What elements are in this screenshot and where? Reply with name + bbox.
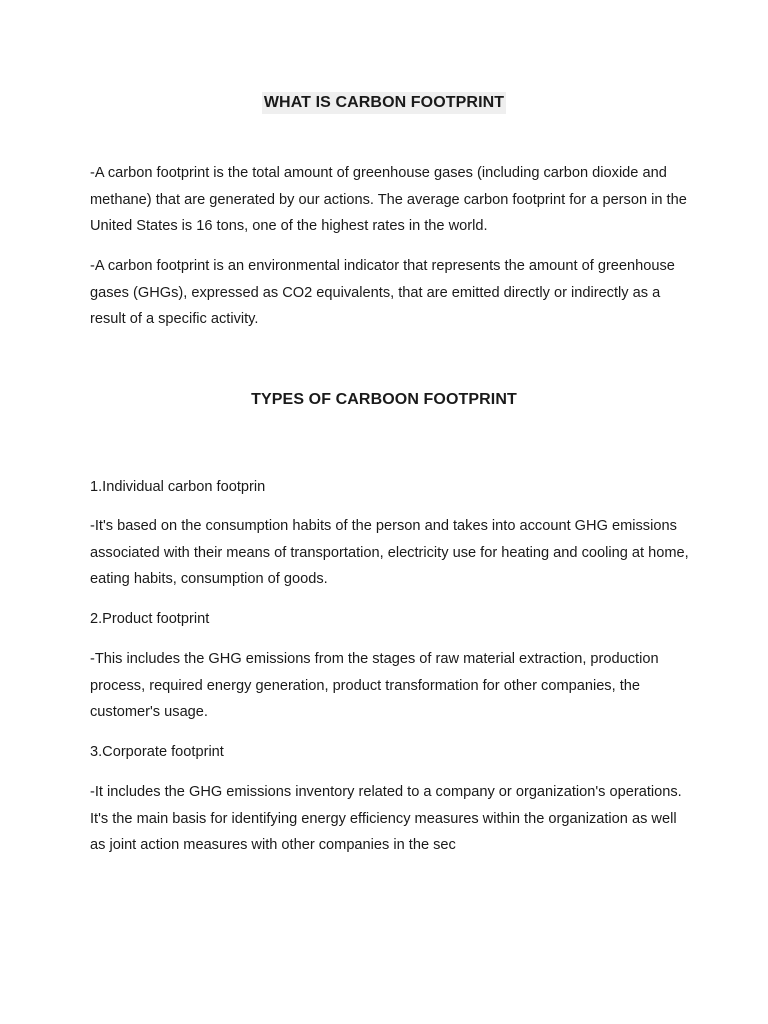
type-label-individual: 1.Individual carbon footprin <box>90 479 266 495</box>
type-description-individual: -It's based on the consumption habits of the person and takes into account GHG emissions associated with their means of transportation, electricity use for heating and cooling at home, eating habits, consumption of goods. <box>90 518 689 587</box>
section-title-text: TYPES OF CARBOON FOOTPRINT <box>251 391 517 408</box>
type-label-corporate: 3.Corporate footprint <box>90 744 224 760</box>
type-label-product: 2.Product footprint <box>90 611 210 627</box>
type-description-corporate: -It includes the GHG emissions inventory related to a company or organization's operations. It's the main basis for identifying energy efficiency measures within the organization as well as joint action measures with other companies in the sec <box>90 784 682 853</box>
intro-paragraph-2: -A carbon footprint is an environmental indicator that represents the amount of greenhouse gases (GHGs), expressed as CO2 equivalents, that are emitted directly or indirectly as a result of a specific activity. <box>90 258 675 327</box>
document-title <box>0 92 768 114</box>
document-title-text: WHAT IS CARBON FOOTPRINT <box>262 92 506 114</box>
type-description-product: -This includes the GHG emissions from the stages of raw material extraction, production process, required energy generation, product transformation for other companies, the customer's usage. <box>90 651 659 720</box>
section-title <box>0 389 768 411</box>
intro-paragraph-1: -A carbon footprint is the total amount of greenhouse gases (including carbon dioxide and methane) that are generated by our actions. The average carbon footprint for a person in the United States is 16 tons, one of the highest rates in the world. <box>90 165 687 234</box>
